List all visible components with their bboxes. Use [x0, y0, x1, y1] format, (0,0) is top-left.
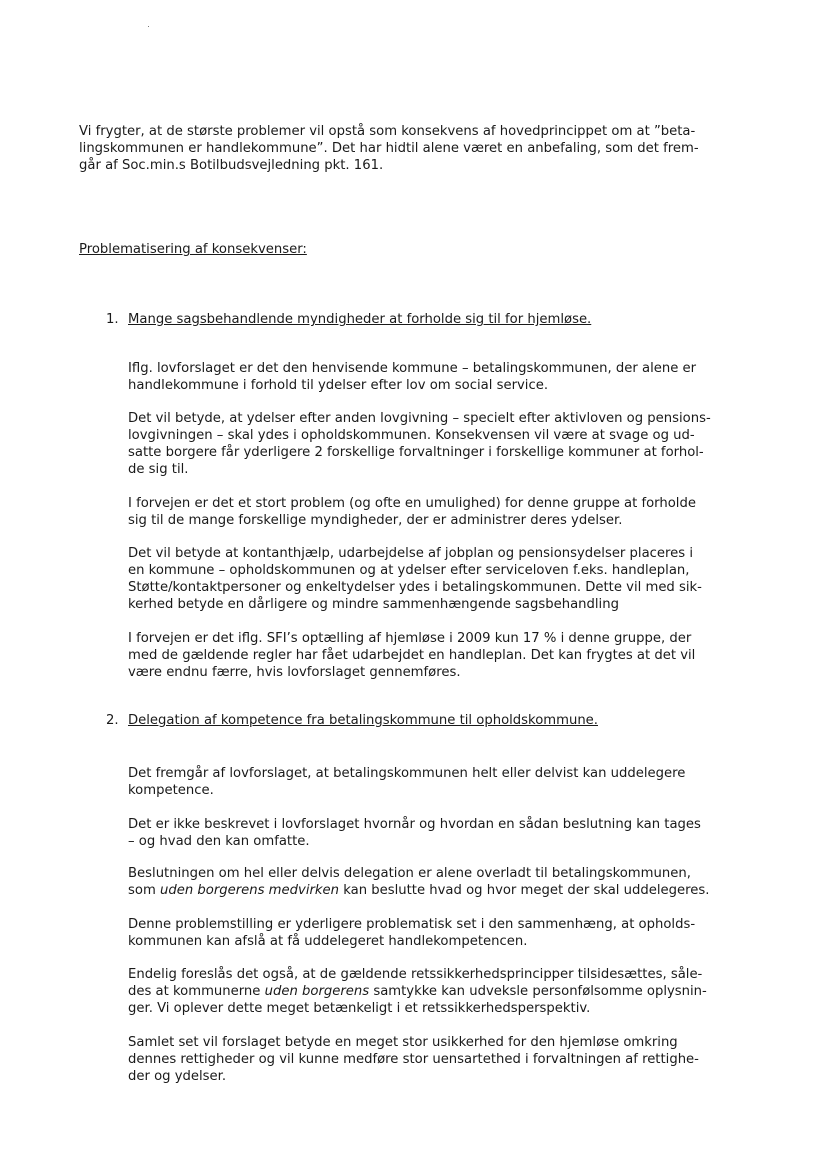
text-line: I forvejen er det et stort problem (og ofte en umulighed) for denne gruppe at forholde — [128, 496, 696, 511]
text-line: de sig til. — [128, 462, 189, 477]
text-line: Støtte/kontaktpersoner og enkeltydelser ydes i betalingskommunen. Dette vil med sik- — [128, 580, 702, 595]
paragraph — [128, 765, 685, 799]
paragraph — [128, 816, 701, 850]
text-line — [128, 882, 709, 899]
paragraph — [128, 545, 702, 613]
text-line: sig til de mange forskellige myndigheder, der er administrer deres ydelser. — [128, 513, 623, 528]
text-line: Samlet set vil forslaget betyde en meget stor usikkerhed for den hjemløse omkring — [128, 1035, 678, 1050]
paragraph — [128, 966, 707, 1017]
item-title: Mange sagsbehandlende myndigheder at forholde sig til for hjemløse. — [128, 312, 592, 327]
text-line: med de gældende regler har fået udarbejdet en handleplan. Det kan frygtes at det vil — [128, 648, 696, 663]
paragraph — [128, 630, 695, 681]
intro-paragraph — [79, 123, 699, 174]
item-title: Delegation af kompetence fra betalingskommune til opholdskommune. — [128, 713, 598, 728]
item-number: 1. — [106, 312, 119, 327]
text-line: – og hvad den kan omfatte. — [128, 834, 310, 849]
text-line: dennes rettigheder og vil kunne medføre stor uensartethed i forvaltningen af rettighe- — [128, 1052, 699, 1067]
text-line: kommunen kan afslå at få uddelegeret handlekompetencen. — [128, 934, 528, 949]
text-run: kan beslutte hvad og hvor meget der skal uddelegeres. — [339, 883, 710, 898]
scan-speck — [148, 26, 149, 27]
text-line: satte borgere får yderligere 2 forskellige forvaltninger i forskellige kommuner at forhol- — [128, 445, 704, 460]
item-number: 2. — [106, 713, 119, 728]
text-line: går af Soc.min.s Botilbudsvejledning pkt. 161. — [79, 158, 384, 173]
text-line: Vi frygter, at de største problemer vil opstå som konsekvens af hovedprincippet om at ”beta- — [79, 124, 696, 139]
paragraph — [128, 865, 709, 899]
text-line: Endelig foreslås det også, at de gældende retssikkerhedsprincipper tilsidesættes, såle- — [128, 967, 703, 982]
paragraph — [128, 495, 696, 529]
text-line: lingskommunen er handlekommune”. Det har hidtil alene været en anbefaling, som det frem- — [79, 141, 699, 156]
text-line: en kommune – opholdskommunen og at ydelser efter serviceloven f.eks. handleplan, — [128, 563, 690, 578]
text-line: kerhed betyde en dårligere og mindre sammenhængende sagsbehandling — [128, 597, 619, 612]
text-line: være endnu færre, hvis lovforslaget gennemføres. — [128, 665, 461, 680]
text-line: Det vil betyde at kontanthjælp, udarbejdelse af jobplan og pensionsydelser placeres i — [128, 546, 693, 561]
text-line: Iflg. lovforslaget er det den henvisende kommune – betalingskommunen, der alene er — [128, 361, 697, 376]
text-line: Det fremgår af lovforslaget, at betalingskommunen helt eller delvist kan uddelegere — [128, 766, 686, 781]
text-run: des at kommunerne — [128, 984, 265, 999]
paragraph — [128, 360, 696, 394]
text-line: handlekommune i forhold til ydelser efter lov om social service. — [128, 378, 549, 393]
emphasis: uden borgerens medvirken — [159, 883, 340, 898]
paragraph — [128, 916, 695, 950]
text-line: der og ydelser. — [128, 1069, 227, 1084]
text-line: I forvejen er det iflg. SFI’s optælling af hjemløse i 2009 kun 17 % i denne gruppe, der — [128, 631, 692, 646]
text-line: Det er ikke beskrevet i lovforslaget hvornår og hvordan en sådan beslutning kan tages — [128, 817, 701, 832]
emphasis: uden borgerens — [264, 984, 370, 999]
text-run: samtykke kan udveksle personfølsomme oplysnin- — [369, 984, 707, 999]
text-line: kompetence. — [128, 783, 214, 798]
text-line: ger. Vi oplever dette meget betænkeligt i et retssikkerhedsperspektiv. — [128, 1001, 591, 1016]
text-line: Denne problemstilling er yderligere problematisk set i den sammenhæng, at opholds- — [128, 917, 696, 932]
paragraph — [128, 1034, 699, 1085]
text-line: Det vil betyde, at ydelser efter anden lovgivning – specielt efter aktivloven og pensions- — [128, 411, 711, 426]
text-run: som — [128, 883, 160, 898]
paragraph — [128, 410, 711, 478]
text-line: Beslutningen om hel eller delvis delegation er alene overladt til betalingskommunen, — [128, 866, 691, 881]
text-line — [128, 983, 707, 1000]
section-heading: Problematisering af konsekvenser: — [79, 242, 307, 257]
text-line: lovgivningen – skal ydes i opholdskommunen. Konsekvensen vil være at svage og ud- — [128, 428, 695, 443]
